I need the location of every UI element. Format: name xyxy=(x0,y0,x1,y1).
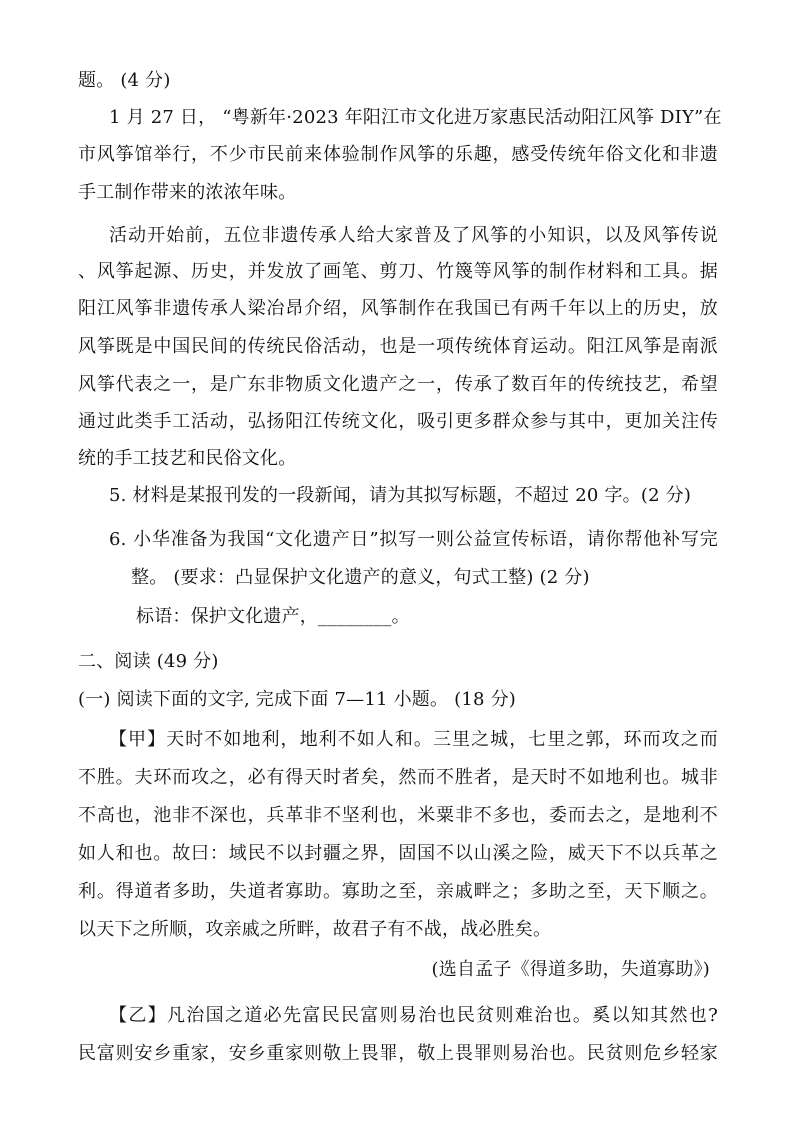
text-line: 1 月 27 日， “粤新年·2023 年阳江市文化进万家惠民活动阳江风筝 DIY”在 xyxy=(109,107,722,128)
text-line: 【乙】凡治国之道必先富民民富则易治也民贫则难治也。奚以知其然也? xyxy=(109,1005,718,1026)
question-5: 5. 材料是某报刊发的一段新闻，请为其拟写标题，不超过 20 字。(2 分) xyxy=(109,485,692,506)
text-line: 【甲】天时不如地利，地利不如人和。三里之城，七里之郭，环而攻之而 xyxy=(109,729,718,750)
text-line: 如人和也。故曰：域民不以封疆之界，固国不以山溪之险，威天下不以兵革之 xyxy=(78,843,718,864)
text-line: 风筝既是中国民间的传统民俗活动，也是一项传统体育运动。阳江风筝是南派 xyxy=(78,336,718,357)
question-6-continued: 整。 (要求：凸显保护文化遗产的意义，句式工整) (2 分) xyxy=(131,567,590,588)
text-line: 民富则安乡重家，安乡重家则敬上畏罪，敬上畏罪则易治也。民贫则危乡轻家 xyxy=(78,1043,718,1064)
question-6: 6. 小华准备为我国“文化遗产日”拟写一则公益宣传标语，请你帮他补写完 xyxy=(109,529,718,550)
slogan-blank: 标语：保护文化遗产，________。 xyxy=(136,606,410,627)
text-line: 阳江风筝非遗传承人梁冶昂介绍，风筝制作在我国已有两千年以上的历史，放 xyxy=(78,298,718,319)
text-line: 风筝代表之一，是广东非物质文化遗产之一，传承了数百年的传统技艺，希望 xyxy=(78,374,718,395)
text-line: 手工制作带来的浓浓年味。 xyxy=(78,182,297,203)
text-line: 通过此类手工活动，弘扬阳江传统文化，吸引更多群众参与其中，更加关注传 xyxy=(78,411,718,432)
text-line: 利。得道者多助，失道者寡助。寡助之至，亲戚畔之；多助之至，天下顺之。 xyxy=(78,881,718,902)
text-line: 不胜。夫环而攻之，必有得天时者矣，然而不胜者，是天时不如地利也。城非 xyxy=(78,767,718,788)
text-line: 以天下之所顺，攻亲戚之所畔，故君子有不战，战必胜矣。 xyxy=(78,919,552,940)
text-line: 统的手工技艺和民俗文化。 xyxy=(78,448,297,469)
subsection-heading: (一) 阅读下面的文字, 完成下面 7—11 小题。 (18 分) xyxy=(78,689,517,710)
text-line: 题。 (4 分) xyxy=(78,70,171,91)
text-line: 活动开始前，五位非遗传承人给大家普及了风筝的小知识，以及风筝传说 xyxy=(109,225,718,246)
source-citation: (选自孟子《得道多助，失道寡助》) xyxy=(431,959,710,980)
text-line: 市风筝馆举行，不少市民前来体验制作风筝的乐趣，感受传统年俗文化和非遗 xyxy=(78,144,718,165)
text-line: 不高也，池非不深也，兵革非不坚利也，米粟非不多也，委而去之，是地利不 xyxy=(78,805,718,826)
section-heading: 二、阅读 (49 分) xyxy=(78,651,219,672)
text-line: 、风筝起源、历史，并发放了画笔、剪刀、竹篾等风筝的制作材料和工具。据 xyxy=(78,261,718,282)
